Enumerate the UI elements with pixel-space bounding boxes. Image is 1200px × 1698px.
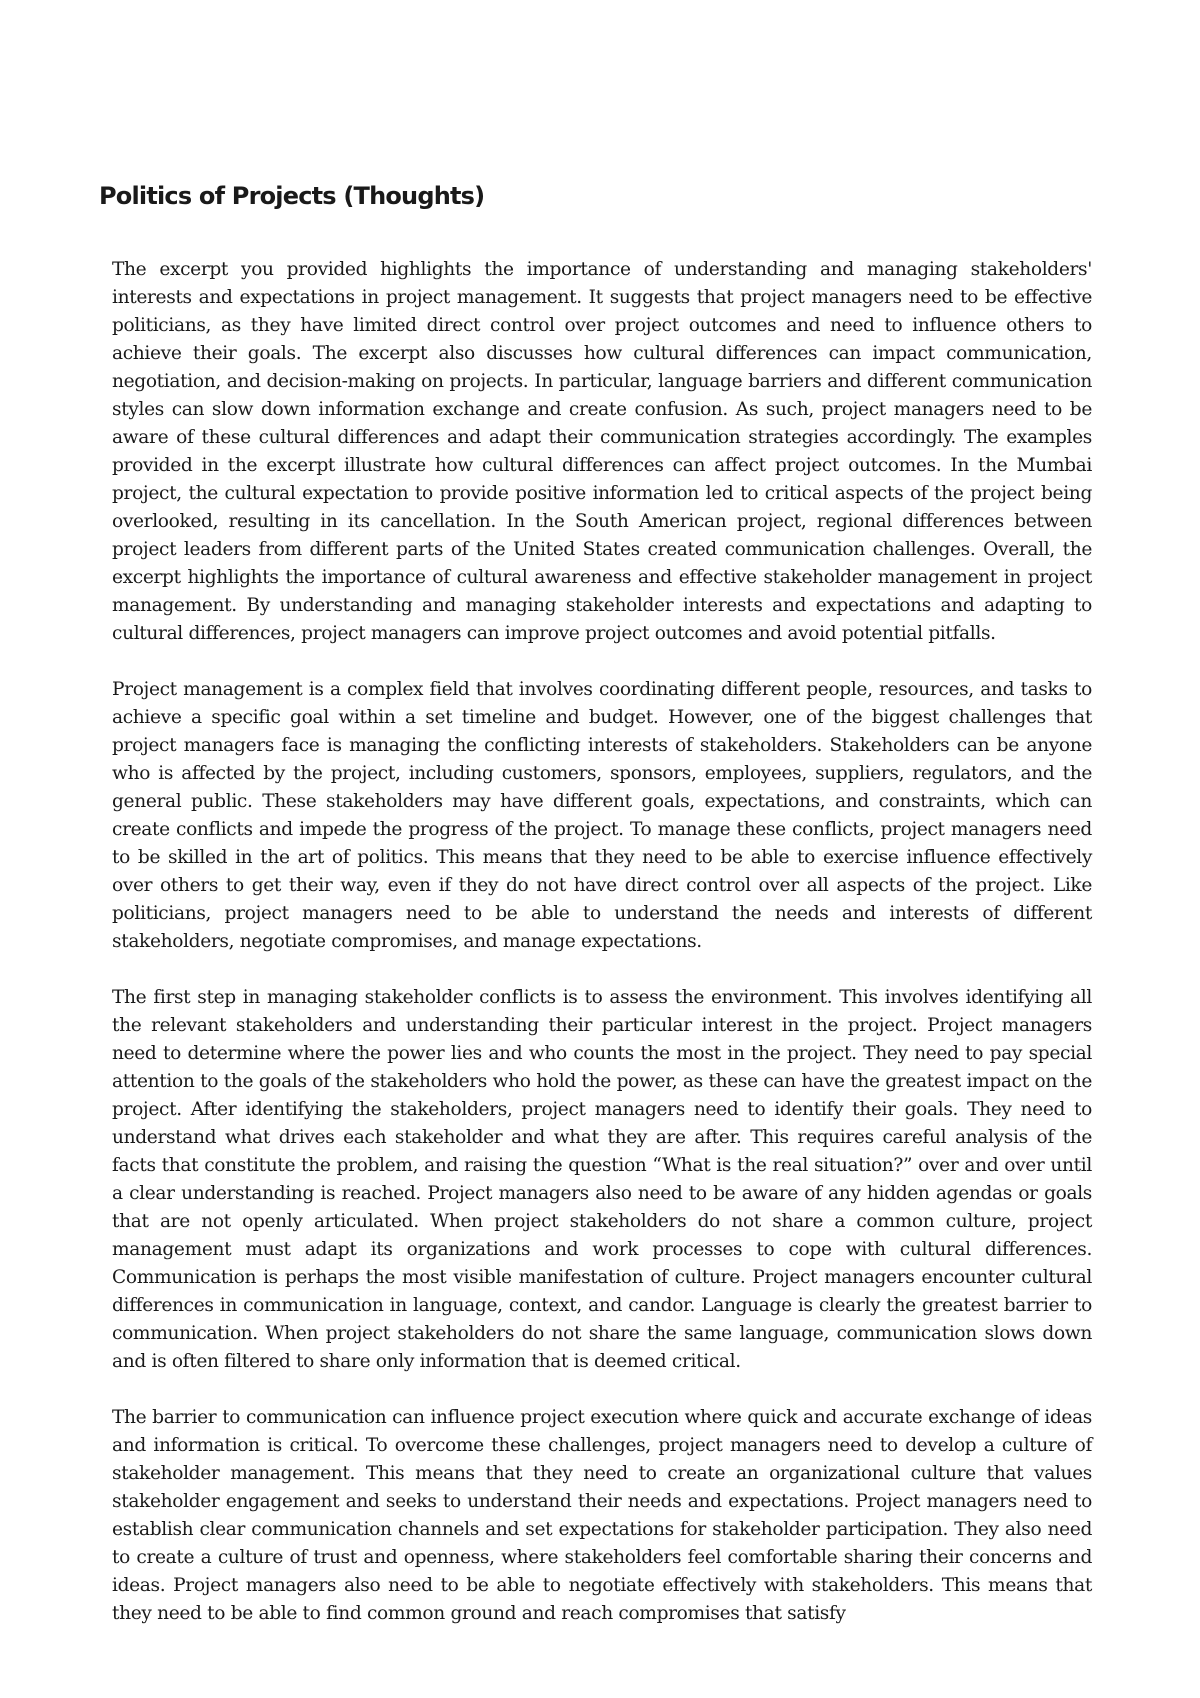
paragraph: The first step in managing stakeholder conflicts is to assess the environment. This involves identifying all the relevant stakeholders and understanding their particular interest in the project. Project managers need to determine where the power lies and who counts the most in the project. They need to pay special attention to the goals of the stakeholders who hold the power, as these can have the greatest impact on the project. After identifying the stakeholders, project managers need to identify their goals. They need to understand what drives each stakeholder and what they are after. This requires careful analysis of the facts that constitute the problem, and raising the question “What is the real situation?” over and over until a clear understanding is reached. Project managers also need to be aware of any hidden agendas or goals that are not openly articulated. When project stakeholders do not share a common culture, project management must adapt its organizations and work processes to cope with cultural differences. Communication is perhaps the most visible manifestation of culture. Project managers encounter cultural differences in communication in language, context, and candor. Language is clearly the greatest barrier to communication. When project stakeholders do not share the same language, communication slows down and is often filtered to share only information that is deemed critical.: [112, 987, 1092, 1372]
document-title: Politics of Projects (Thoughts): [99, 182, 485, 210]
document-body: [112, 256, 1092, 1656]
paragraph: The barrier to communication can influence project execution where quick and accurate exchange of ideas and information is critical. To overcome these challenges, project managers need to develop a culture of stakeholder management. This means that they need to create an organizational culture that values stakeholder engagement and seeks to understand their needs and expectations. Project managers need to establish clear communication channels and set expectations for stakeholder participation. They also need to create a culture of trust and openness, where stakeholders feel comfortable sharing their concerns and ideas. Project managers also need to be able to negotiate effectively with stakeholders. This means that they need to be able to find common ground and reach compromises that satisfy: [112, 1407, 1092, 1624]
paragraph: Project management is a complex field that involves coordinating different people, resources, and tasks to achieve a specific goal within a set timeline and budget. However, one of the biggest challenges that project managers face is managing the conflicting interests of stakeholders. Stakeholders can be anyone who is affected by the project, including customers, sponsors, employees, suppliers, regulators, and the general public. These stakeholders may have different goals, expectations, and constraints, which can create conflicts and impede the progress of the project. To manage these conflicts, project managers need to be skilled in the art of politics. This means that they need to be able to exercise influence effectively over others to get their way, even if they do not have direct control over all aspects of the project. Like politicians, project managers need to be able to understand the needs and interests of different stakeholders, negotiate compromises, and manage expectations.: [112, 679, 1092, 952]
paragraph: The excerpt you provided highlights the importance of understanding and managing stakeholders' interests and expectations in project management. It suggests that project managers need to be effective politicians, as they have limited direct control over project outcomes and need to influence others to achieve their goals. The excerpt also discusses how cultural differences can impact communication, negotiation, and decision-making on projects. In particular, language barriers and different communication styles can slow down information exchange and create confusion. As such, project managers need to be aware of these cultural differences and adapt their communication strategies accordingly. The examples provided in the excerpt illustrate how cultural differences can affect project outcomes. In the Mumbai project, the cultural expectation to provide positive information led to critical aspects of the project being overlooked, resulting in its cancellation. In the South American project, regional differences between project leaders from different parts of the United States created communication challenges. Overall, the excerpt highlights the importance of cultural awareness and effective stakeholder management in project management. By understanding and managing stakeholder interests and expectations and adapting to cultural differences, project managers can improve project outcomes and avoid potential pitfalls.: [112, 259, 1092, 644]
